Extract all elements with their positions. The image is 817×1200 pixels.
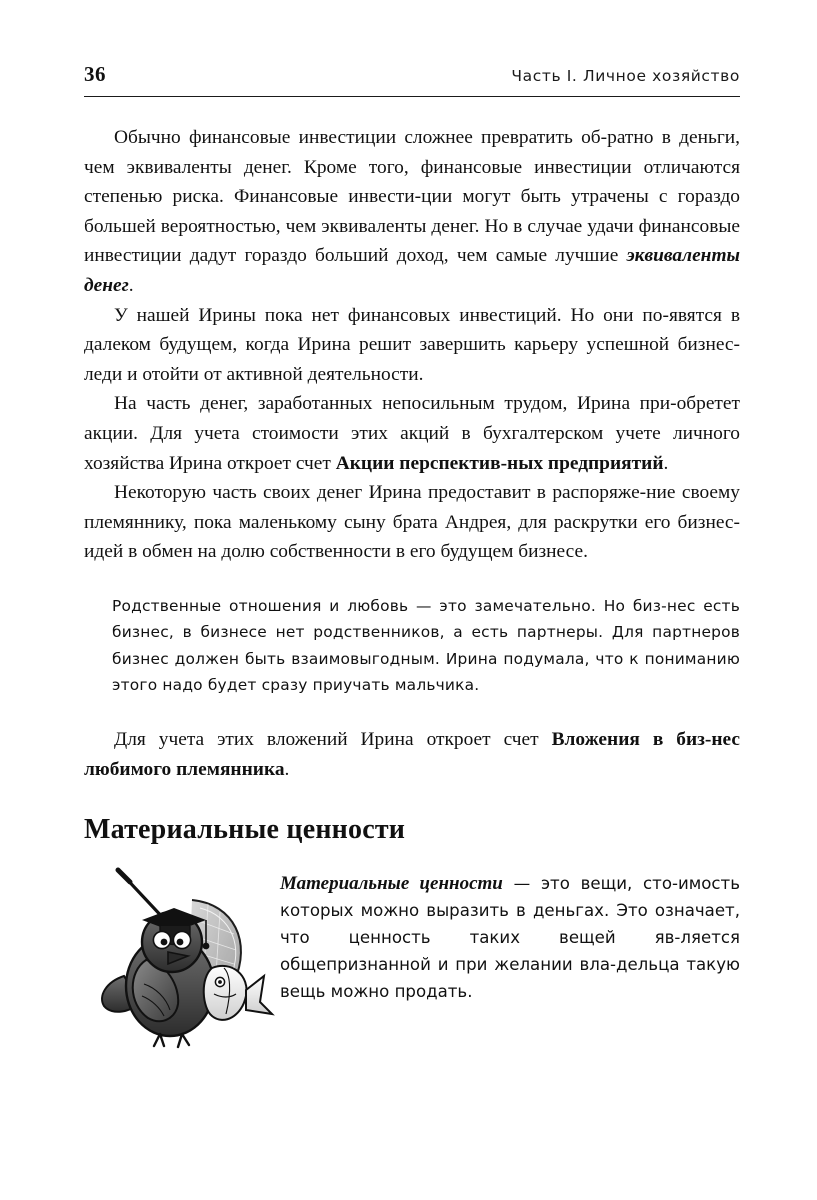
note-text: Родственные отношения и любовь — это замечательно. Но биз-нес есть бизнес, в бизнесе нет родственников, а есть партнеры. Для партнеров бизнес должен быть взаимовыгодным. Ирина подумала, что к пониманию этого надо будет сразу приучать мальчика. bbox=[112, 596, 740, 695]
running-head bbox=[84, 62, 740, 92]
account-name-shares: Акции перспектив-ных предприятий bbox=[335, 452, 664, 474]
figure-row bbox=[84, 864, 740, 1054]
section-title: Материальные ценности bbox=[84, 814, 406, 846]
page-content bbox=[84, 62, 740, 1054]
paragraph-1 bbox=[84, 123, 740, 301]
definition-body: — это вещи, сто-имость которых можно выразить в деньгах. Это означает, что ценность таких вещей яв-ляется общепризнанной и при желании вла-дельца такую вещь можно продать. bbox=[280, 874, 740, 1002]
running-head-title: Часть I. Личное хозяйство bbox=[511, 67, 740, 85]
account-name-nephew-investment: Вложения в биз-нес любимого племянника bbox=[84, 728, 740, 780]
paragraph-3-run-3: . bbox=[663, 452, 669, 474]
paragraph-2-run-1: У нашей Ирины пока нет финансовых инвестиций. Но они по-явятся в далеком будущем, когда Ирина решит завершить карьеру успешной бизнес-леди и отойти от активной деятельности. bbox=[84, 304, 740, 385]
paragraph-3 bbox=[84, 389, 740, 478]
page-number: 36 bbox=[84, 62, 106, 86]
definition-term: Материальные ценности bbox=[280, 873, 503, 895]
definition-paragraph bbox=[280, 870, 740, 1005]
paragraph-4 bbox=[84, 478, 740, 567]
paragraph-1-emphasis: эквиваленты денег bbox=[84, 245, 740, 296]
paragraph-4-run-1: Некоторую часть своих денег Ирина предоставит в распоряже-ние своему племяннику, пока маленькому сыну брата Андрея, для раскрутки его бизнес-идей в обмен на долю собственности в его будущем бизнесе. bbox=[84, 482, 740, 563]
header-rule bbox=[84, 96, 740, 97]
paragraph-2 bbox=[84, 301, 740, 390]
body-text bbox=[84, 123, 740, 1054]
paragraph-after-note-run-1: Для учета этих вложений Ирина откроет счет bbox=[114, 728, 552, 750]
paragraph-3-run-1: На часть денег, заработанных непосильным трудом, Ирина при-обретет акции. Для учета стоимости этих акций в бухгалтерском учете личного хозяйства Ирина откроет счет bbox=[84, 393, 740, 474]
paragraph-1-run-3: . bbox=[128, 274, 134, 296]
definition-text bbox=[280, 864, 740, 1005]
paragraph-after-note bbox=[84, 725, 740, 784]
crow-with-fishing-rod-and-fish-illustration bbox=[84, 864, 280, 1054]
paragraph-1-run-1: Обычно финансовые инвестиции сложнее превратить об-ратно в деньги, чем эквиваленты денег. Кроме того, финансовые инвестиции отличаются степенью риска. Финансовые инвести-ции могут быть утрачены с гораздо большей вероятностью, чем эквиваленты денег. Но в случае удачи финансовые инвестиции дадут гораздо больший доход, чем самые лучшие bbox=[84, 127, 740, 267]
note-block bbox=[112, 593, 740, 699]
paragraph-after-note-run-3: . bbox=[284, 758, 290, 780]
